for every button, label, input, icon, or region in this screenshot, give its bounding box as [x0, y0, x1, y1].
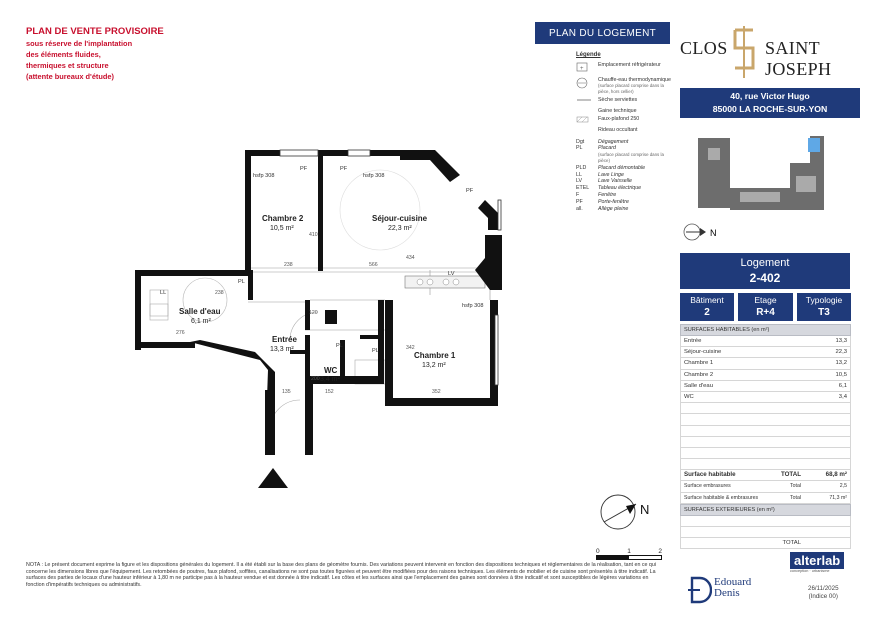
mini-north-label: N	[710, 228, 717, 238]
room-area: 10,5 m²	[270, 225, 294, 232]
scale-tick: 0	[596, 548, 600, 555]
room-name: WC	[684, 393, 694, 400]
scale-tick: 1	[627, 548, 631, 555]
legend-item	[576, 127, 676, 133]
info-value: 2	[704, 307, 710, 318]
legend-label: Chauffe-eau thermodynamique	[598, 76, 671, 83]
legend-sublabel: (surface placard comprise dans la pièce, hors cellier)	[598, 82, 664, 95]
blackout-curtain-icon	[576, 127, 598, 133]
total-value: 68,8 m²	[825, 471, 847, 479]
abbr-label: Fenêtre	[598, 192, 617, 199]
room-value: 13,2	[835, 360, 847, 367]
abbr-label: Porte-fenêtre	[598, 198, 629, 205]
room-name: Chambre 2	[262, 214, 304, 223]
document-date	[808, 585, 839, 601]
water-heater-icon	[576, 77, 598, 96]
fridge-placement-icon	[576, 62, 598, 74]
ed-emblem-icon	[686, 575, 712, 605]
dimension-label: 238	[284, 262, 293, 268]
total-label: Surface habitable	[684, 471, 736, 479]
closet-label: PL	[372, 348, 379, 354]
table-row	[680, 336, 851, 347]
room-value: 6,1	[838, 382, 847, 389]
info-header: Typologie	[805, 295, 843, 305]
total-row	[680, 470, 851, 481]
notice-line: sous réserve de l'implantation	[26, 39, 133, 48]
room-name: Séjour-cuisine	[684, 349, 722, 356]
embrasure-mid: Total	[790, 483, 801, 490]
alterlab-subtitle: conception · urbanisme	[790, 569, 830, 573]
room-name: WC	[324, 366, 338, 375]
abbr: LV	[576, 178, 583, 185]
surfaces-table	[680, 324, 851, 549]
table-row	[680, 370, 851, 381]
dimension-label: 135	[282, 389, 291, 395]
table-row	[680, 381, 851, 392]
notice-title: PLAN DE VENTE PROVISOIRE	[26, 26, 164, 37]
abbr: PLD	[576, 164, 587, 171]
ceiling-height-label: hsfp 308	[462, 303, 484, 309]
dishwasher-label: LV	[448, 271, 455, 277]
closet-label: PL	[336, 343, 343, 349]
table-row	[680, 392, 851, 403]
room-area: 22,3 m²	[388, 225, 412, 232]
dimension-label: 352	[432, 389, 441, 395]
dimension-label: 410	[309, 232, 318, 238]
ed-line: Denis	[714, 587, 740, 599]
legend-item	[576, 97, 676, 105]
ceiling-height-label: hsfp 308	[363, 173, 385, 179]
table-row	[680, 347, 851, 358]
room-area: 13,2 m²	[422, 362, 446, 369]
legend-abbr	[576, 192, 676, 198]
table-row-empty	[680, 414, 851, 425]
legend-abbr	[576, 172, 676, 178]
legal-note: NOTA : Le présent document exprime la figure et les dispositions générales du logement. Il a été établi sur la base des plans de géomètre fournis. Des variations peuvent intervenir en fonction des dispositions techniques et réglementaires de la réalisation, tant en ce qui concerne les dimensions libres que l'équipement. Les retombées de poutres, faux plafond, soffites, canalisations ne sont pas toutes figurées et peuvent être modifiées pour des raisons techniques. Les éléments de mobilier et de cuisine sont présentés à titre indicatif. La surfaces des parties de locaux d'une hauteur inférieur à 1,80 m ne participe pas à la hauteur vendue et est donnée à titre indicatif. Les côtes et les surfaces ainsi que l'emplacement des gaines sont données à titre indicatif et sont susceptibles de légères variations en fonction d'impératifs techniques ou administratifs.	[26, 562, 657, 588]
embrasure-value: 71,3 m²	[829, 494, 847, 501]
abbr: LL	[576, 171, 582, 178]
abbr: F	[576, 192, 580, 199]
window-type-label: PF	[340, 166, 348, 172]
north-label: N	[640, 502, 650, 517]
section-header: SURFACES EXTERIEURES (en m²)	[680, 504, 851, 516]
legend-abbr	[576, 139, 676, 145]
dimension-label: 276	[176, 330, 185, 336]
embrasure-name: Surface embrasures	[684, 483, 731, 490]
abbr-label: Lave Linge	[598, 171, 624, 178]
date-value: 26/11/2025	[808, 585, 839, 592]
entry-arrow	[258, 468, 288, 488]
logement-number: 2-402	[749, 271, 781, 285]
address-line: 40, rue Victor Hugo	[730, 91, 810, 101]
legend-item	[576, 62, 676, 74]
abbr: all.	[576, 205, 583, 212]
legend-abbr	[576, 178, 676, 184]
legend-abbr	[576, 165, 676, 171]
scale-bar	[596, 548, 662, 560]
window-type-label: PF	[300, 166, 308, 172]
north-compass	[598, 492, 658, 534]
closet-label: PL	[238, 279, 245, 285]
address-box	[680, 88, 860, 118]
logo-word: CLOS	[680, 38, 728, 58]
alterlab-logo: alterlab	[790, 552, 844, 569]
room-name: Chambre 1	[684, 360, 714, 367]
room-value: 3,4	[838, 393, 847, 400]
project-logo	[680, 24, 855, 84]
legend-label: Gaine technique	[598, 107, 637, 114]
provisional-notice	[26, 26, 164, 82]
legend-label: Emplacement réfrigérateur	[598, 62, 661, 69]
abbr: ETEL	[576, 185, 590, 192]
section-header: SURFACES HABITABLES (en m²)	[680, 324, 851, 336]
legend	[576, 52, 676, 212]
dimension-label: 342	[406, 345, 415, 351]
legend-label: Faux-plafond 250	[598, 116, 640, 123]
ceiling-height-label: hsfp 308	[253, 173, 275, 179]
info-header: Bâtiment	[690, 295, 724, 305]
legend-abbr	[576, 206, 676, 212]
info-typologie	[797, 293, 851, 321]
legend-item	[576, 116, 676, 125]
washing-machine-label: LL	[160, 290, 167, 296]
table-row	[680, 358, 851, 369]
room-area: 13,3 m²	[270, 346, 294, 353]
table-row-empty	[680, 459, 851, 470]
room-area: 6,1 m²	[191, 318, 211, 325]
legend-label: Rideau occultant	[598, 127, 638, 134]
duct-icon	[576, 108, 598, 114]
room-value: 10,5	[835, 371, 847, 378]
abbr-label: Lave Vaisselle	[598, 178, 632, 185]
room-name: Entrée	[272, 335, 297, 344]
legend-abbr	[576, 199, 676, 205]
table-row-empty	[680, 426, 851, 437]
embrasure-mid: Total	[790, 494, 801, 501]
ext-total-row	[680, 538, 851, 549]
plan-title: PLAN DU LOGEMENT	[535, 22, 670, 44]
room-name: Chambre 1	[414, 351, 456, 360]
abbr-label: Dégagement	[598, 138, 629, 145]
scale-tick: 2	[658, 548, 662, 555]
table-row-empty	[680, 437, 851, 448]
ext-total-label: TOTAL	[782, 540, 801, 547]
embrasure-name: Surface habitable & embrasures	[684, 494, 759, 501]
embrasure-value: 2,5	[839, 483, 847, 490]
table-row-empty	[680, 448, 851, 459]
embrasure-row	[680, 493, 851, 504]
dimension-label: 434	[406, 255, 415, 261]
dimension-label: 152	[325, 389, 334, 395]
info-value: T3	[818, 307, 830, 318]
notice-line: (attente bureaux d'étude)	[26, 72, 114, 81]
legend-label: Sèche serviettes	[598, 97, 638, 104]
ed-line: Edouard	[714, 576, 752, 588]
notice-line: des éléments fluides,	[26, 50, 101, 59]
legend-item	[576, 108, 676, 114]
abbr-sublabel: (surface placard comprise dans la pièce)	[598, 151, 664, 164]
room-name: Entrée	[684, 338, 702, 344]
legend-abbr	[576, 145, 676, 164]
room-area: 3,4 m²	[320, 376, 340, 383]
index-value: (Indice 00)	[808, 593, 838, 600]
site-plan	[680, 128, 856, 248]
abbr-label: Placard	[598, 145, 616, 152]
room-name: Séjour-cuisine	[372, 214, 428, 223]
info-batiment	[680, 293, 734, 321]
logement-label: Logement	[740, 257, 790, 269]
room-value: 22,3	[835, 349, 847, 356]
info-value: R+4	[756, 307, 775, 318]
room-name: Chambre 2	[684, 371, 714, 378]
abbr: PF	[576, 198, 583, 205]
address-line: 85000 LA ROCHE-SUR-YON	[712, 104, 828, 114]
dimension-label: 566	[369, 262, 378, 268]
legend-abbr	[576, 185, 676, 191]
room-name: Salle d'eau	[179, 307, 221, 316]
info-etage	[738, 293, 793, 321]
logo-emblem-icon	[727, 24, 761, 80]
abbr-label: Allège pleine	[598, 205, 629, 212]
abbr-label: Tableau électrique	[598, 185, 642, 192]
window-type-label: PF	[466, 188, 474, 194]
info-header: Etage	[754, 295, 777, 305]
room-name: Salle d'eau	[684, 382, 713, 389]
legend-item	[576, 77, 676, 96]
table-row-empty	[680, 527, 851, 538]
table-row-empty	[680, 403, 851, 414]
dimension-label: 238	[215, 290, 224, 296]
dimension-label: 200	[311, 376, 320, 382]
room-value: 13,3	[835, 338, 847, 344]
table-row-empty	[680, 516, 851, 527]
legend-title: Légende	[576, 52, 601, 58]
towel-dryer-icon	[576, 97, 598, 105]
logo-word: SAINT JOSEPH	[765, 38, 832, 79]
embrasure-row	[680, 481, 851, 492]
total-mid: TOTAL	[780, 471, 801, 479]
false-ceiling-icon	[576, 116, 598, 125]
abbr: PL	[576, 145, 583, 152]
dimension-label: 120	[309, 310, 318, 316]
abbr: Dgt	[576, 138, 585, 145]
abbr-label: Placard démontable	[598, 164, 646, 171]
logement-box	[680, 253, 850, 289]
notice-line: thermiques et structure	[26, 61, 109, 70]
svg-text:+: +	[580, 66, 584, 73]
